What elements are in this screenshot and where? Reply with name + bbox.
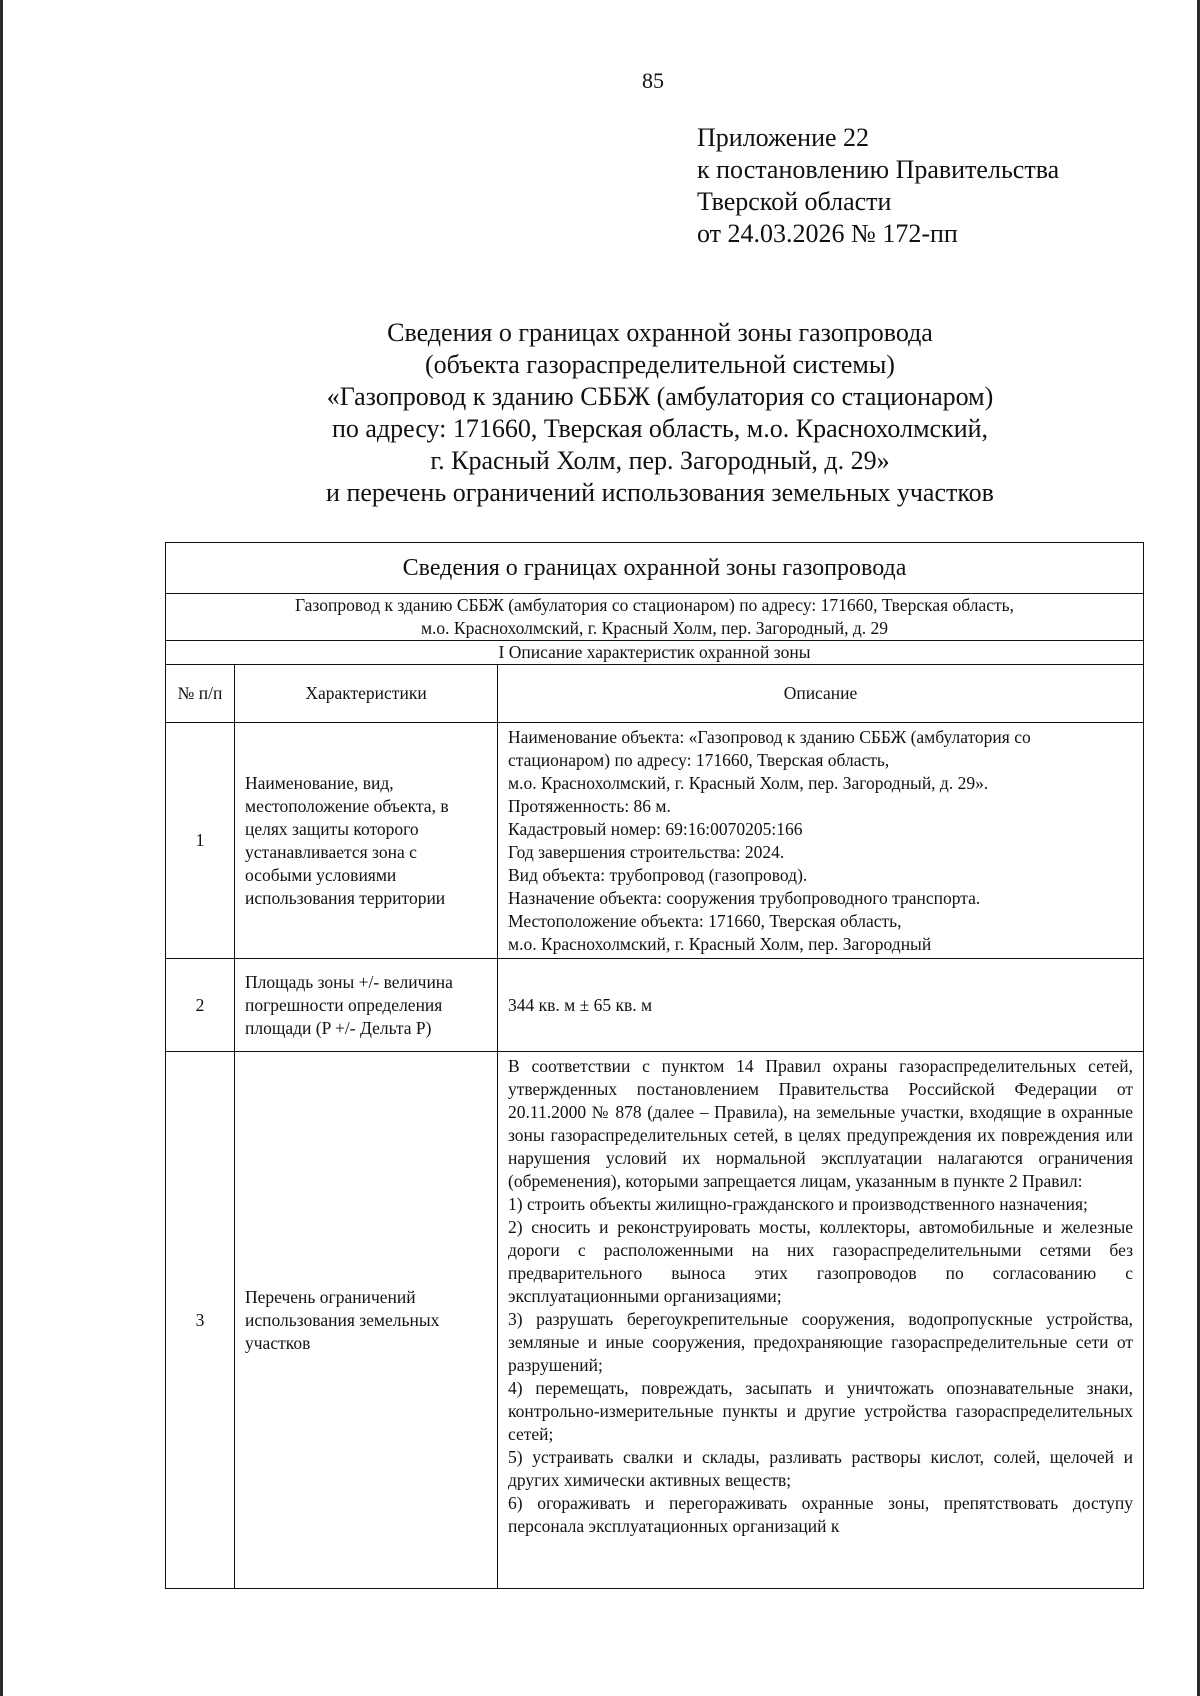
table-header-row	[166, 543, 1144, 594]
title-line: Сведения о границах охранной зоны газопровода	[387, 318, 933, 347]
description-line: Вид объекта: трубопровод (газопровод).	[508, 864, 808, 885]
row-number: 2	[166, 959, 235, 1052]
description-line: м.о. Краснохолмский, г. Красный Холм, пер. Загородный, д. 29».	[508, 772, 989, 793]
appendix-line: к постановлению Правительства	[697, 155, 1060, 184]
description-line: Год завершения строительства: 2024.	[508, 841, 785, 862]
title-line: (объекта газораспределительной системы)	[425, 350, 895, 379]
object-name-line: м.о. Краснохолмский, г. Красный Холм, пер. Загородный, д. 29	[420, 618, 889, 638]
row-description	[498, 1052, 1144, 1589]
zone-info-table	[165, 542, 1144, 1589]
description-line: м.о. Краснохолмский, г. Красный Холм, пер. Загородный	[508, 933, 932, 954]
appendix-line: Приложение 22	[697, 123, 870, 152]
section-heading: I Описание характеристик охранной зоны	[166, 641, 1144, 665]
document-title	[160, 317, 1160, 509]
row-description: 344 кв. м ± 65 кв. м	[498, 959, 1144, 1052]
restriction-paragraph: В соответствии с пунктом 14 Правил охраны газораспределительных сетей, утвержденных постановлением Правительства Российской Федерации от 20.11.2000 № 878 (далее – Правила), на земельные участки, входящие в охранные зоны газораспределительных сетей, в целях предупреждения их повреждения или нарушения условий их нормальной эксплуатации налагаются ограничения (обременения), которыми запрещается лицам, указанным в пункте 2 Правил:	[508, 1056, 1133, 1191]
description-line: Местоположение объекта: 171660, Тверская область,	[508, 910, 902, 931]
row-characteristic: Наименование, вид, местоположение объекта, в целях защиты которого устанавливается зона с особыми условиями использования территории	[235, 723, 498, 959]
restriction-paragraph: 4) перемещать, повреждать, засыпать и уничтожать опознавательные знаки, контрольно-измерительные пункты и другие устройства газораспределительных сетей;	[508, 1378, 1133, 1444]
object-name-cell	[166, 594, 1144, 641]
description-line: Назначение объекта: сооружения трубопроводного транспорта.	[508, 887, 981, 908]
appendix-line: от 24.03.2026 № 172-пп	[697, 219, 958, 248]
table-row	[166, 959, 1144, 1052]
column-header-row	[166, 665, 1144, 723]
restriction-paragraph: 6) огораживать и перегораживать охранные зоны, препятствовать доступу персонала эксплуатационных организаций к	[508, 1493, 1133, 1536]
row-description	[498, 723, 1144, 959]
restriction-paragraph: 5) устраивать свалки и склады, разливать растворы кислот, солей, щелочей и других химически активных веществ;	[508, 1447, 1133, 1490]
object-name-row	[166, 594, 1144, 641]
title-line: по адресу: 171660, Тверская область, м.о. Краснохолмский,	[331, 414, 989, 443]
description-line: Протяженность: 86 м.	[508, 795, 671, 816]
title-line: и перечень ограничений использования земельных участков	[326, 478, 994, 507]
restriction-paragraph: 1) строить объекты жилищно-гражданского и производственного назначения;	[508, 1194, 1088, 1214]
row-characteristic: Перечень ограничений использования земельных участков	[235, 1052, 498, 1589]
description-line: Наименование объекта: «Газопровод к зданию СББЖ (амбулатория со стационаром) по адресу: 171660, Тверская область,	[508, 726, 1031, 770]
restriction-paragraph: 2) сносить и реконструировать мосты, коллекторы, автомобильные и железные дороги с расположенными на них газораспределительными сетями без предварительного выноса этих газопроводов по согласованию с эксплуатационными организациями;	[508, 1217, 1133, 1306]
column-header-num: № п/п	[166, 665, 235, 723]
row-characteristic: Площадь зоны +/- величина погрешности определения площади (P +/- Дельта P)	[235, 959, 498, 1052]
scan-left-edge	[0, 0, 3, 1696]
table-row	[166, 1052, 1144, 1589]
appendix-block	[697, 122, 1059, 250]
section-row	[166, 641, 1144, 665]
title-line: г. Красный Холм, пер. Загородный, д. 29»	[430, 446, 890, 475]
description-line: Кадастровый номер: 69:16:0070205:166	[508, 818, 803, 839]
column-header-description: Описание	[498, 665, 1144, 723]
table-header: Сведения о границах охранной зоны газопровода	[166, 543, 1144, 594]
page-number: 85	[642, 68, 664, 93]
row-number: 1	[166, 723, 235, 959]
object-name-line: Газопровод к зданию СББЖ (амбулатория со стационаром) по адресу: 171660, Тверская область,	[294, 595, 1015, 615]
restriction-paragraph: 3) разрушать берегоукрепительные сооружения, водопропускные устройства, земляные и иные сооружения, предохраняющие газораспределительные сети от разрушений;	[508, 1309, 1133, 1375]
title-line: «Газопровод к зданию СББЖ (амбулатория со стационаром)	[326, 382, 994, 411]
column-header-characteristics: Характеристики	[235, 665, 498, 723]
table-row	[166, 723, 1144, 959]
row-number: 3	[166, 1052, 235, 1589]
appendix-line: Тверской области	[697, 187, 892, 216]
